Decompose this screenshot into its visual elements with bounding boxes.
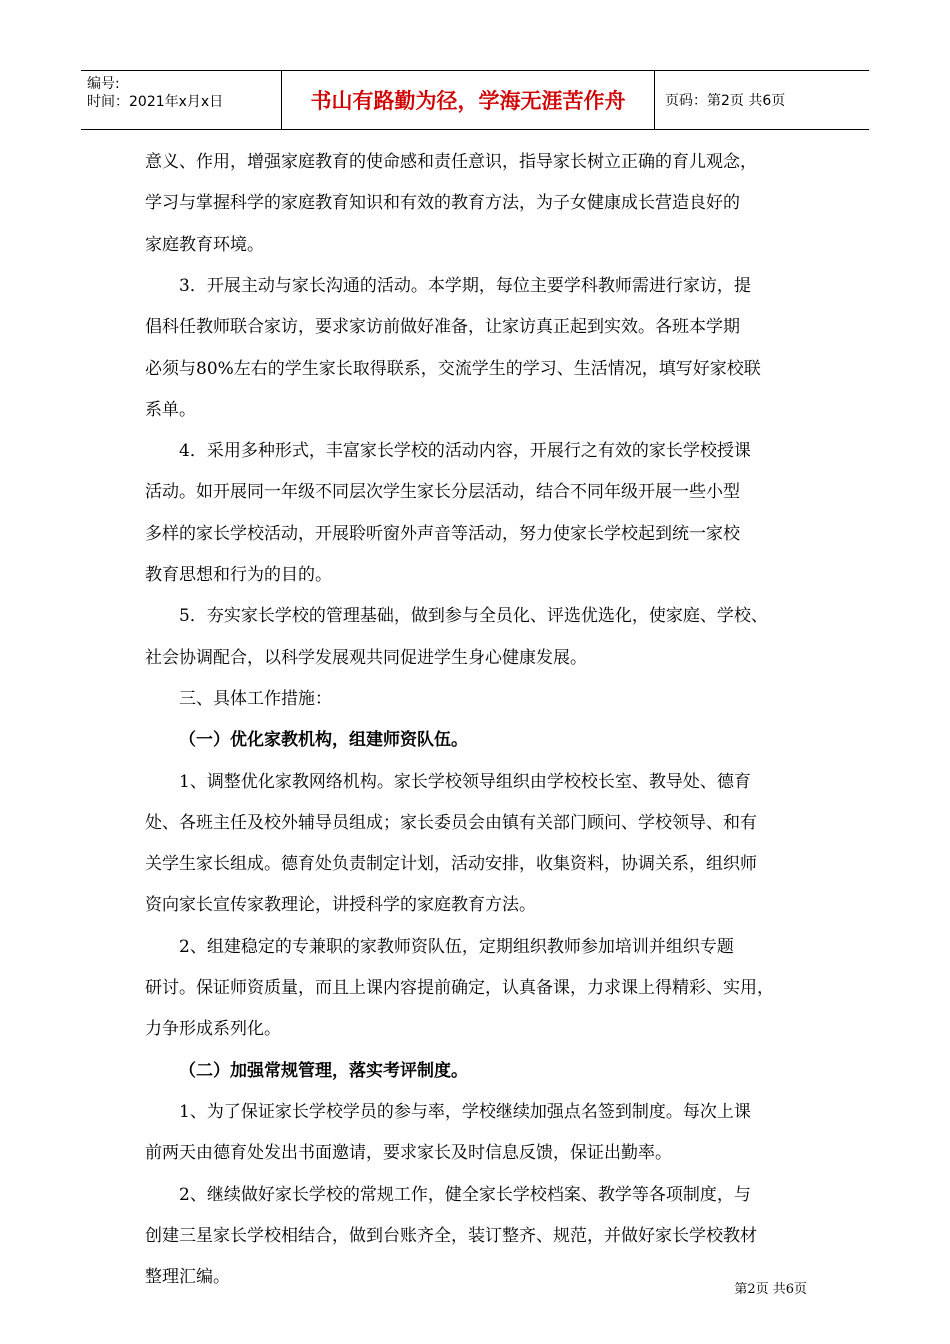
body-line: 必须与80%左右的学生家长取得联系，交流学生的学习、生活情况，填写好家校联: [145, 358, 761, 379]
body-line: 2、组建稳定的专兼职的家教师资队伍，定期组织教师参加培训并组织专题: [179, 936, 734, 957]
body-line: 3．开展主动与家长沟通的活动。本学期，每位主要学科教师需进行家访，提: [179, 275, 751, 296]
body-line: 社会协调配合，以科学发展观共同促进学生身心健康发展。: [145, 647, 587, 668]
body-line: 力争形成系列化。: [145, 1019, 281, 1040]
date-label: 时间：2021年x月x日: [87, 94, 224, 110]
body-line: 教育思想和行为的目的。: [145, 565, 332, 585]
code-label: 编号:: [87, 76, 120, 92]
body-line: 前两天由德育处发出书面邀请，要求家长及时信息反馈，保证出勤率。: [145, 1143, 672, 1164]
body-line: 4．采用多种形式，丰富家长学校的活动内容，开展行之有效的家长学校授课: [179, 441, 751, 462]
body-line: 1、为了保证家长学校学员的参与率，学校继续加强点名签到制度。每次上课: [179, 1101, 751, 1122]
body-line: 倡科任教师联合家访，要求家访前做好准备，让家访真正起到实效。各班本学期: [145, 317, 740, 338]
body-line: 处、各班主任及校外辅导员组成；家长委员会由镇有关部门顾问、学校领导、和有: [145, 812, 757, 833]
body-line: 1、调整优化家教网络机构。家长学校领导组织由学校校长室、教导处、德育: [179, 771, 751, 792]
body-line: 5．夯实家长学校的管理基础，做到参与全员化、评选优选化，使家庭、学校、: [179, 606, 768, 627]
body-line: （二）加强常规管理，落实考评制度。: [179, 1060, 468, 1081]
body-line: 创建三星家长学校相结合，做到台账齐全，装订整齐、规范，并做好家长学校教材: [145, 1225, 757, 1246]
body-line: 多样的家长学校活动，开展聆听窗外声音等活动，努力使家长学校起到统一家校: [145, 523, 740, 544]
body-line: 整理汇编。: [145, 1267, 230, 1288]
body-line: 研讨。保证师资质量，而且上课内容提前确定，认真备课，力求课上得精彩、实用，: [145, 978, 774, 998]
body-line: （一）优化家教机构，组建师资队伍。: [179, 730, 468, 751]
header-motto: 书山有路勤为径，学海无涯苦作舟: [282, 71, 655, 129]
body-line: 家庭教育环境。: [145, 234, 264, 255]
page-header: [81, 70, 869, 130]
body-line: 关学生家长组成。德育处负责制定计划，活动安排，收集资料，协调关系，组织师: [145, 854, 757, 875]
body-line: 学习与掌握科学的家庭教育知识和有效的教育方法，为子女健康成长营造良好的: [145, 193, 740, 214]
body-line: 系单。: [145, 399, 196, 420]
body-line: 2、继续做好家长学校的常规工作，健全家长学校档案、教学等各项制度，与: [179, 1184, 751, 1205]
body-line: 三、具体工作措施：: [179, 688, 332, 709]
body-line: 意义、作用，增强家庭教育的使命感和责任意识，指导家长树立正确的育儿观念，: [145, 152, 757, 172]
body-line: 活动。如开展同一年级不同层次学生家长分层活动，结合不同年级开展一些小型: [145, 482, 740, 503]
header-info-cell: [81, 71, 282, 129]
body-line: 资向家长宣传家教理论，讲授科学的家庭教育方法。: [145, 895, 536, 916]
header-page-label: 页码：第2页 共6页: [665, 93, 786, 109]
page-footer: 第2页 共6页: [734, 1282, 807, 1297]
